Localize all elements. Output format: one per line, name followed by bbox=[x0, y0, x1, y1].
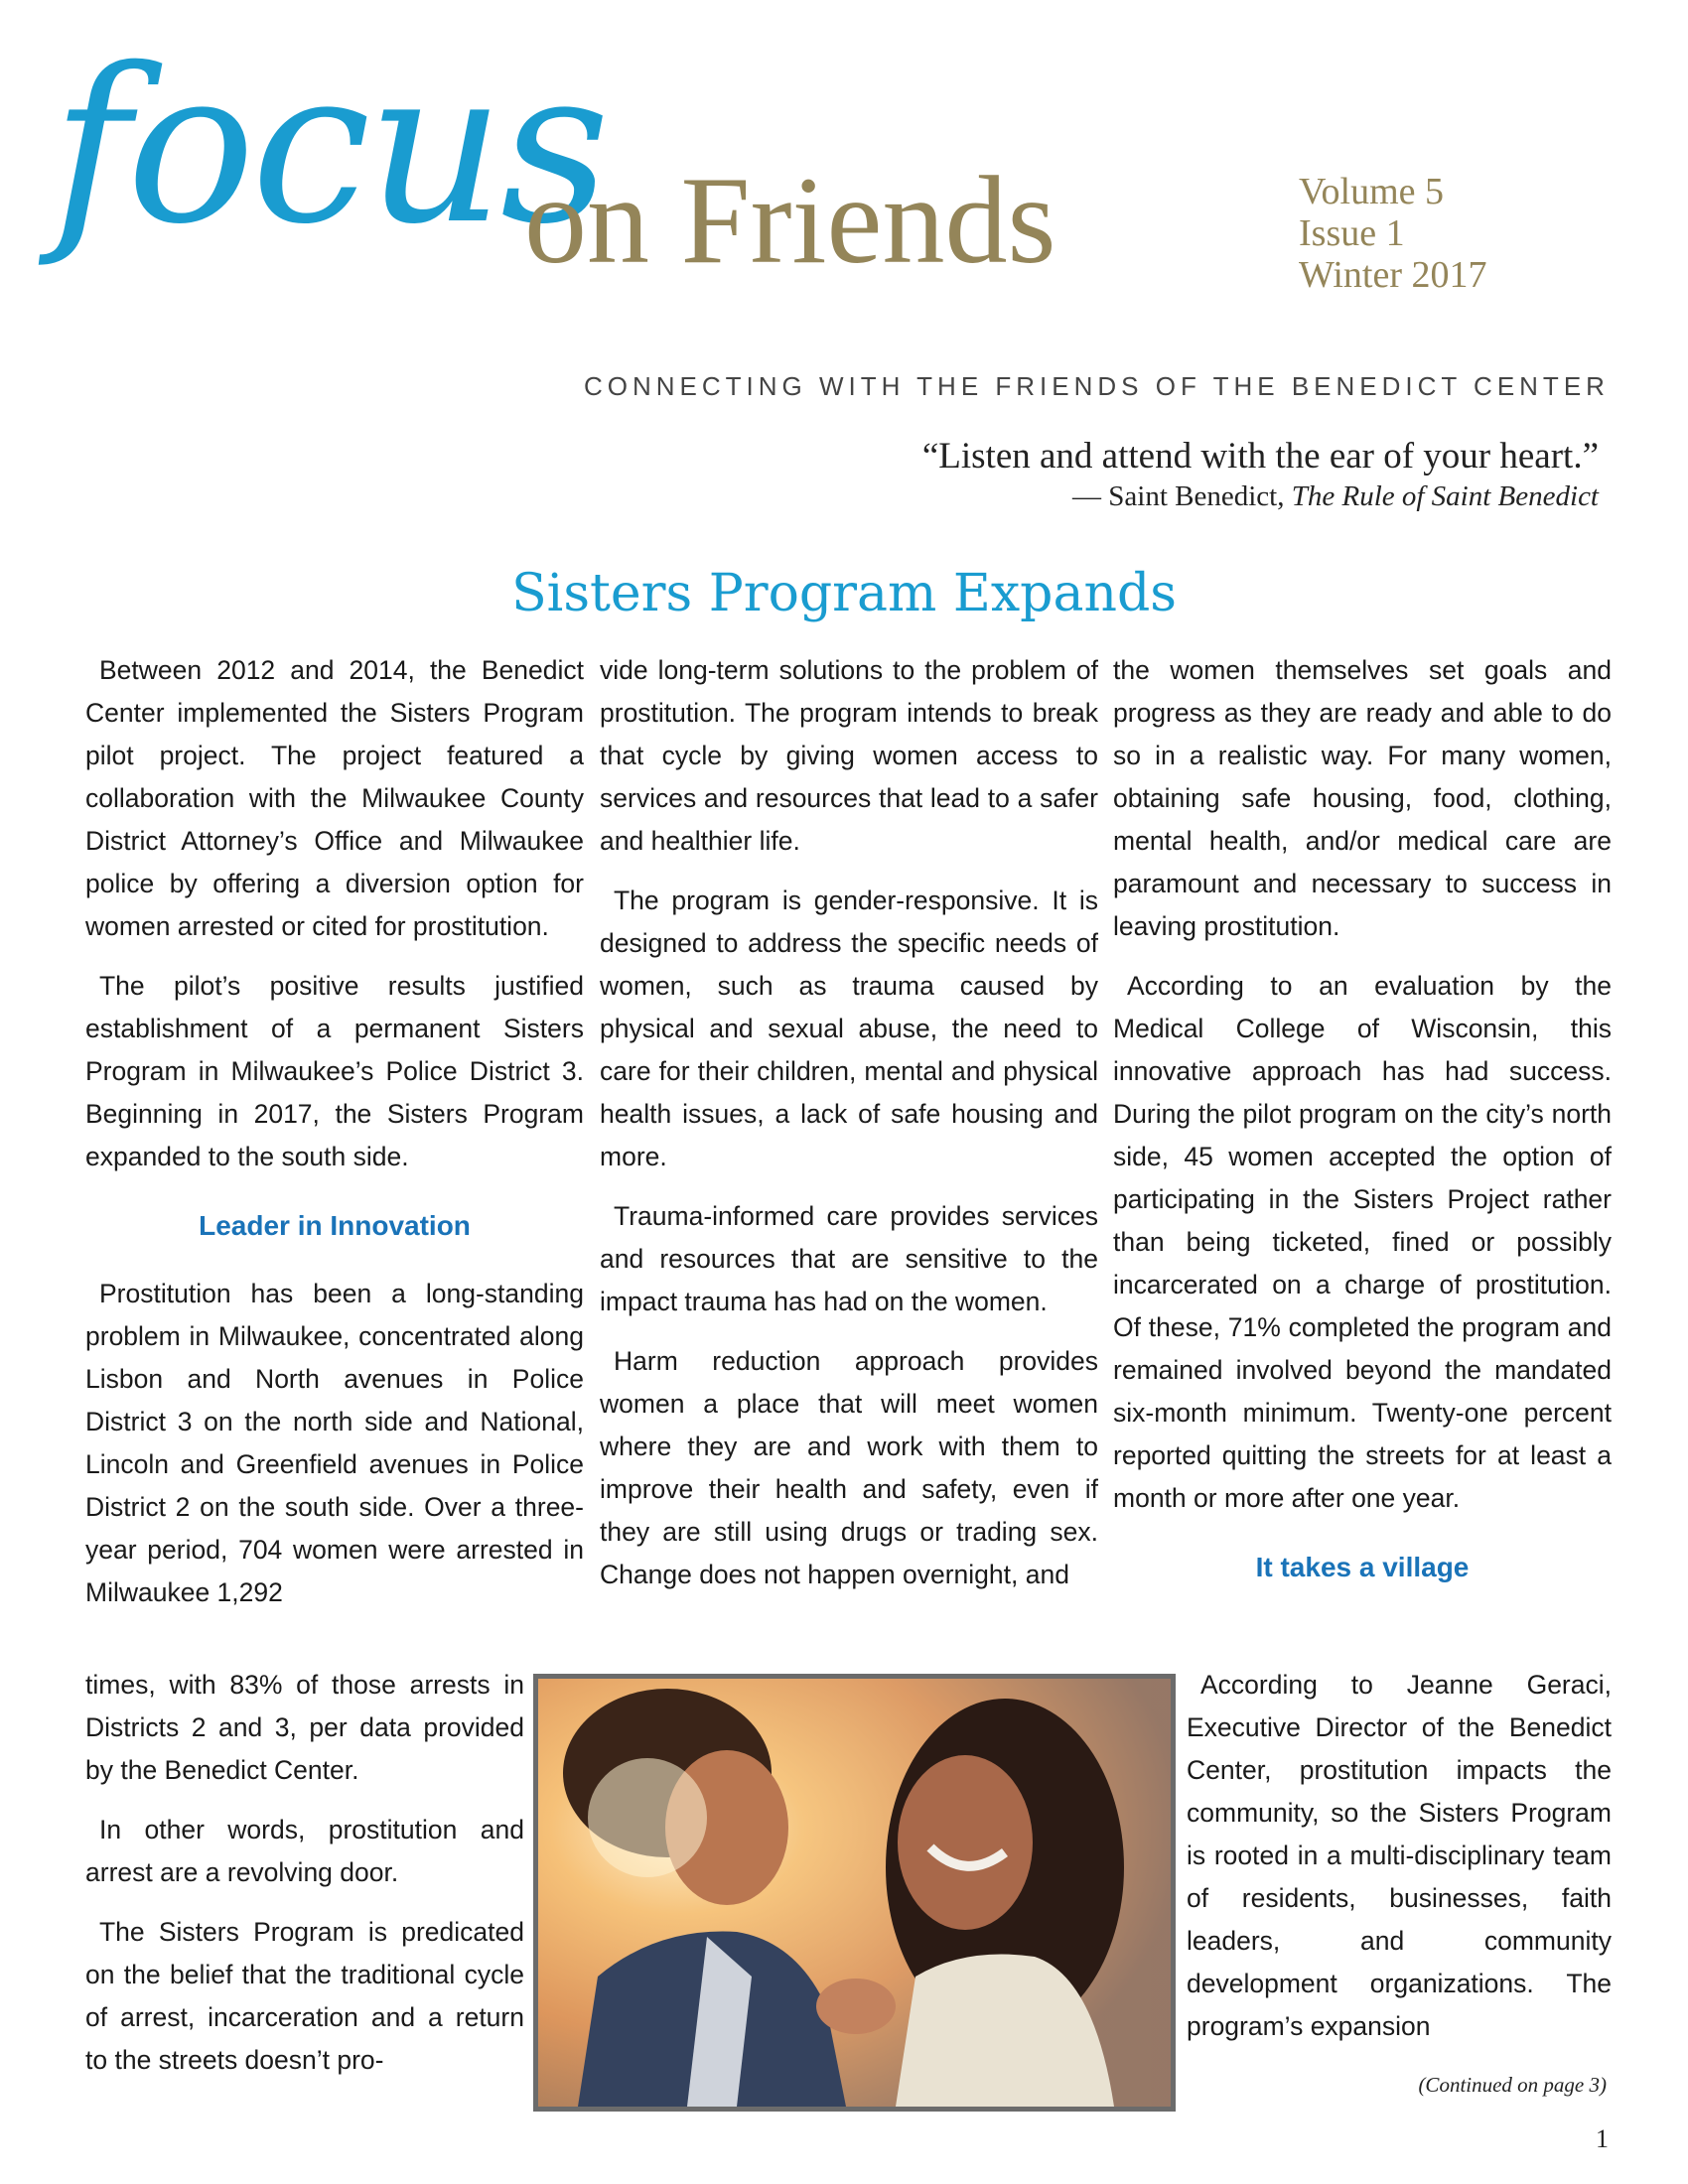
paragraph: The pilot’s positive results justified establishment of a permanent Sisters Program in Milwaukee’s Police District 3. Beginning in 2017, the Sisters Program expanded to the south side. bbox=[85, 971, 584, 1171]
paragraph: According to an evaluation by the Medical College of Wisconsin, this innovative approach has had success. During the pilot program on the city’s north side, 45 women accepted the option of participating in the Sisters Project rather than being ticketed, fined or possibly incarcerated on a charge of prostitution. Of these, 71% completed the program and remained involved beyond the mandated six-month minimum. Twenty-one percent reported quitting the streets for at least a month or more after one year. bbox=[1113, 971, 1612, 1513]
subhead-leader-in-innovation: Leader in Innovation bbox=[199, 1210, 471, 1241]
attribution-prefix: — Saint Benedict, bbox=[1072, 480, 1292, 512]
article-headline: Sisters Program Expands bbox=[511, 564, 1177, 623]
paragraph: According to Jeanne Geraci, Executive Director of the Benedict Center, prostitution impacts the community, so the Sisters Program is rooted in a multi-disciplinary team of residents, businesses, faith leaders, and community development organizations. The program’s expansion bbox=[1187, 1670, 1612, 2041]
paragraph: Trauma-informed care provides services and resources that are sensitive to the impact trauma has had on the women. bbox=[600, 1201, 1098, 1316]
paragraph: The program is gender-responsive. It is designed to address the specific needs of women, such as trauma caused by physical and sexual abuse, the need to care for their children, mental and physical health issues, a lack of safe housing and more. bbox=[600, 886, 1098, 1171]
paragraph: times, with 83% of those arrests in Districts 2 and 3, per data provided by the Benedict Center. bbox=[85, 1670, 524, 1785]
photo-illustration bbox=[538, 1679, 1171, 2107]
continued-note: (Continued on page 3) bbox=[1418, 2073, 1607, 2097]
column-3 bbox=[1113, 649, 1612, 1614]
paragraph: The Sisters Program is predicated on the belief that the traditional cycle of arrest, incarceration and a return to the streets doesn’t pro- bbox=[85, 1917, 524, 2075]
paragraph: Harm reduction approach provides women a place that will meet women where they are and work with them to improve their health and safety, even if they are still using drugs or trading sex. Change does not happen overnight, and bbox=[600, 1346, 1098, 1589]
column-1-lower bbox=[85, 1664, 524, 2099]
column-2 bbox=[600, 649, 1098, 1613]
page-number: 1 bbox=[1596, 2124, 1609, 2153]
paragraph: vide long-term solutions to the problem of prostitution. The program intends to break that cycle by giving women access to services and resources that lead to a safer and healthier life. bbox=[600, 655, 1098, 856]
tagline: CONNECTING WITH THE FRIENDS OF THE BENEDICT CENTER bbox=[584, 371, 1610, 401]
paragraph: the women themselves set goals and progress as they are ready and able to do so in a realistic way. For many women, obtaining safe housing, food, clothing, mental health, and/or medical care are paramount and necessary to success in leaving prostitution. bbox=[1113, 655, 1612, 941]
column-3-lower bbox=[1187, 1664, 1612, 2065]
paragraph: Between 2012 and 2014, the Benedict Center implemented the Sisters Program pilot project. The project featured a collaboration with the Milwaukee County District Attorney’s Office and Milwaukee police by offering a diversion option for women arrested or cited for prostitution. bbox=[85, 655, 584, 941]
masthead-focus: focus bbox=[52, 22, 607, 271]
volume-label: Volume 5 bbox=[1299, 171, 1445, 212]
column-1 bbox=[85, 649, 584, 1614]
hands bbox=[816, 1979, 896, 2034]
quote: “Listen and attend with the ear of your heart.” bbox=[921, 436, 1599, 477]
issue-label: Issue 1 bbox=[1299, 212, 1405, 254]
right-woman-face bbox=[898, 1755, 1033, 1930]
subhead-it-takes-a-village: It takes a village bbox=[1255, 1552, 1470, 1582]
issue-info bbox=[1299, 171, 1486, 296]
photo-two-women-laughing bbox=[533, 1674, 1176, 2112]
season-label: Winter 2017 bbox=[1299, 254, 1487, 296]
quote-attribution bbox=[1072, 480, 1599, 513]
attribution-book: The Rule of Saint Benedict bbox=[1291, 480, 1599, 512]
paragraph: Prostitution has been a long-standing problem in Milwaukee, concentrated along Lisbon and North avenues in Police District 3 on the north side and National, Lincoln and Greenfield avenues in Police District 2 on the south side. Over a three-year period, 704 women were arrested in Milwaukee 1,292 bbox=[85, 1279, 584, 1607]
paragraph: In other words, prostitution and arrest are a revolving door. bbox=[85, 1815, 524, 1887]
masthead-on-friends: on Friends bbox=[524, 152, 1056, 290]
